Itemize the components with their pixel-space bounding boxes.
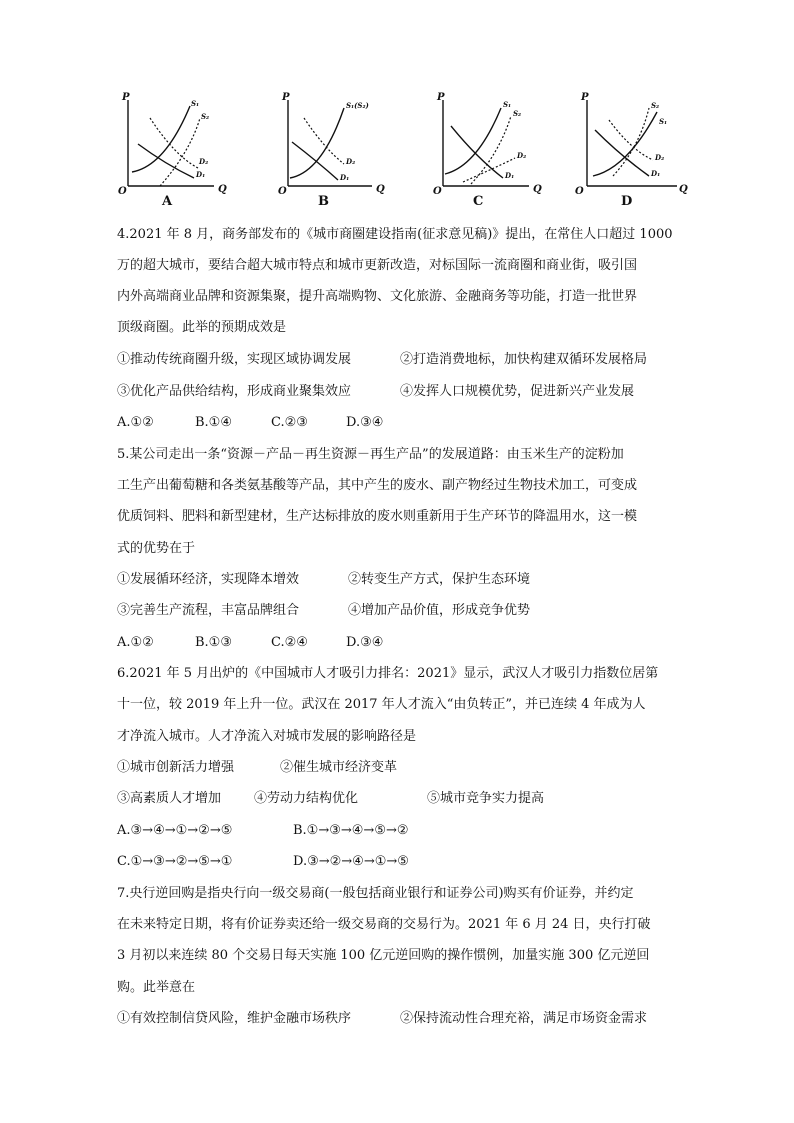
graph-b-curve-s: S₁(S₂) [346, 101, 369, 110]
q6-statement-5: ⑤城市竞争实力提高 [427, 791, 545, 806]
graph-a-plot [110, 92, 260, 197]
q6-statement-4: ④劳动力结构优化 [254, 791, 359, 806]
graph-a-label: A [162, 194, 173, 209]
q6-choice-a[interactable]: A.③→④→①→②→⑤ [117, 823, 233, 838]
q4-choice-b[interactable]: B.①④ [195, 415, 232, 430]
graph-b-curve-d1: D₁ [340, 173, 350, 182]
graph-row [110, 94, 700, 220]
graph-b-label: B [318, 194, 329, 209]
q5-statement-3: ③完善生产流程，丰富品牌组合 [117, 603, 300, 618]
q4-statement-3: ③优化产品供给结构，形成商业聚集效应 [117, 384, 352, 399]
q4-choice-a[interactable]: A.①② [117, 415, 154, 430]
q6-stem-line-1: 6.2021 年 5 月出炉的《中国城市人才吸引力排名：2021》显示，武汉人才吸引力指数位居第 [117, 666, 659, 681]
q6-choice-c[interactable]: C.①→③→②→⑤→① [117, 854, 233, 869]
q7-stem-line-2: 在未来特定日期，将有价证券卖还给一级交易商的交易行为。2021 年 6 月 24 日，央行打破 [117, 917, 651, 932]
q4-stem-line-4: 顶级商圈。此举的预期成效是 [117, 320, 287, 335]
graph-c-curve-d2: D₂ [517, 151, 527, 160]
q5-statement-2: ②转变生产方式，保护生态环境 [348, 572, 531, 587]
graph-b-p-label: P [282, 92, 290, 103]
q5-stem-line-4: 式的优势在于 [117, 541, 196, 556]
q7-stem-line-3: 3 月初以来连续 80 个交易日每天实施 100 亿元逆回购的操作惯例，加量实施 300 亿元逆回 [117, 948, 650, 963]
q6-statement-3: ③高素质人才增加 [117, 791, 222, 806]
q5-choice-a[interactable]: A.①② [117, 635, 154, 650]
q7-statement-2: ②保持流动性合理充裕，满足市场资金需求 [400, 1011, 648, 1026]
graph-d-curve-d1: D₁ [651, 169, 661, 178]
graph-a-curve-s1: S₁ [191, 99, 200, 108]
graph-c-curve-s2: S₂ [513, 109, 522, 118]
q5-stem-line-3: 优质饲料、肥料和新型建材，生产达标排放的废水则重新用于生产环节的降温用水，这一模 [117, 509, 638, 524]
graph-a-curve-d1: D₁ [196, 170, 206, 179]
graph-d-q-label: Q [679, 184, 688, 195]
graph-b-plot [260, 92, 410, 197]
q5-statement-4: ④增加产品价值，形成竞争优势 [348, 603, 531, 618]
graph-a-curve-s2: S₂ [201, 112, 210, 121]
graph-a-q-label: Q [218, 184, 227, 195]
q5-choice-b[interactable]: B.①③ [195, 635, 232, 650]
graph-a-p-label: P [122, 92, 130, 103]
graph-c-origin-label: O [433, 186, 442, 197]
q6-statement-1: ①城市创新活力增强 [117, 760, 235, 775]
graph-c-q-label: Q [533, 184, 542, 195]
graph-d-plot [565, 92, 715, 197]
graph-a [110, 94, 260, 220]
q4-stem-line-3: 内外高端商业品牌和资源集聚，提升高端购物、文化旅游、金融商务等功能，打造一批世界 [117, 289, 638, 304]
q4-stem-line-2: 万的超大城市，要结合超大城市特点和城市更新改造，对标国际一流商圈和商业街，吸引国 [117, 258, 638, 273]
graph-a-curve-d2: D₂ [199, 157, 209, 166]
q6-stem-line-3: 才净流入城市。人才净流入对城市发展的影响路径是 [117, 729, 417, 744]
graph-b-origin-label: O [278, 186, 287, 197]
graph-c-plot [415, 92, 565, 197]
graph-b [260, 94, 410, 220]
graph-c-p-label: P [437, 92, 445, 103]
graph-c-curve-d1: D₁ [505, 171, 515, 180]
graph-d-p-label: P [581, 92, 589, 103]
q4-statement-4: ④发挥人口规模优势，促进新兴产业发展 [400, 384, 635, 399]
graph-d-curve-s2: S₂ [651, 101, 660, 110]
q4-choice-c[interactable]: C.②③ [271, 415, 308, 430]
graph-b-q-label: Q [376, 184, 385, 195]
q5-statement-1: ①发展循环经济，实现降本增效 [117, 572, 300, 587]
q6-choice-d[interactable]: D.③→②→④→①→⑤ [293, 854, 409, 869]
graph-d-curve-d2: D₂ [655, 153, 665, 162]
q4-statement-2: ②打造消费地标，加快构建双循环发展格局 [400, 352, 648, 367]
q7-stem-line-4: 购。此举意在 [117, 980, 196, 995]
q5-stem-line-1: 5.某公司走出一条“资源－产品－再生资源－再生产品”的发展道路：由玉米生产的淀粉加 [117, 447, 624, 462]
q6-statement-2: ②催生城市经济变革 [280, 760, 398, 775]
q5-choice-d[interactable]: D.③④ [346, 635, 384, 650]
q7-statement-1: ①有效控制信贷风险，维护金融市场秩序 [117, 1011, 352, 1026]
q5-stem-line-2: 工生产出葡萄糖和各类氨基酸等产品，其中产生的废水、副产物经过生物技术加工，可变成 [117, 478, 638, 493]
graph-d-curve-s1: S₁ [659, 117, 668, 126]
graph-d-label: D [621, 194, 633, 209]
q6-choice-b[interactable]: B.①→③→④→⑤→② [293, 823, 409, 838]
q4-stem-line-1: 4.2021 年 8 月，商务部发布的《城市商圈建设指南(征求意见稿)》提出，在常住人口超过 1000 [117, 227, 673, 242]
q4-choices [117, 415, 383, 431]
graph-a-origin-label: O [118, 186, 127, 197]
q5-choices [117, 635, 383, 651]
q7-stem-line-1: 7.央行逆回购是指央行向一级交易商(一般包括商业银行和证券公司)购买有价证券，并约定 [117, 886, 634, 901]
q6-stem-line-2: 十一位，较 2019 年上升一位。武汉在 2017 年人才流入“由负转正”，并已连续 4 年成为人 [117, 697, 646, 712]
graph-d-origin-label: O [575, 186, 584, 197]
graph-d [565, 94, 715, 220]
q4-statement-1: ①推动传统商圈升级，实现区域协调发展 [117, 352, 352, 367]
graph-c-label: C [473, 194, 484, 209]
q4-choice-d[interactable]: D.③④ [346, 415, 384, 430]
graph-b-curve-d2: D₂ [346, 157, 356, 166]
q5-choice-c[interactable]: C.②④ [271, 635, 308, 650]
graph-c-curve-s1: S₁ [503, 100, 512, 109]
graph-c [415, 94, 565, 220]
